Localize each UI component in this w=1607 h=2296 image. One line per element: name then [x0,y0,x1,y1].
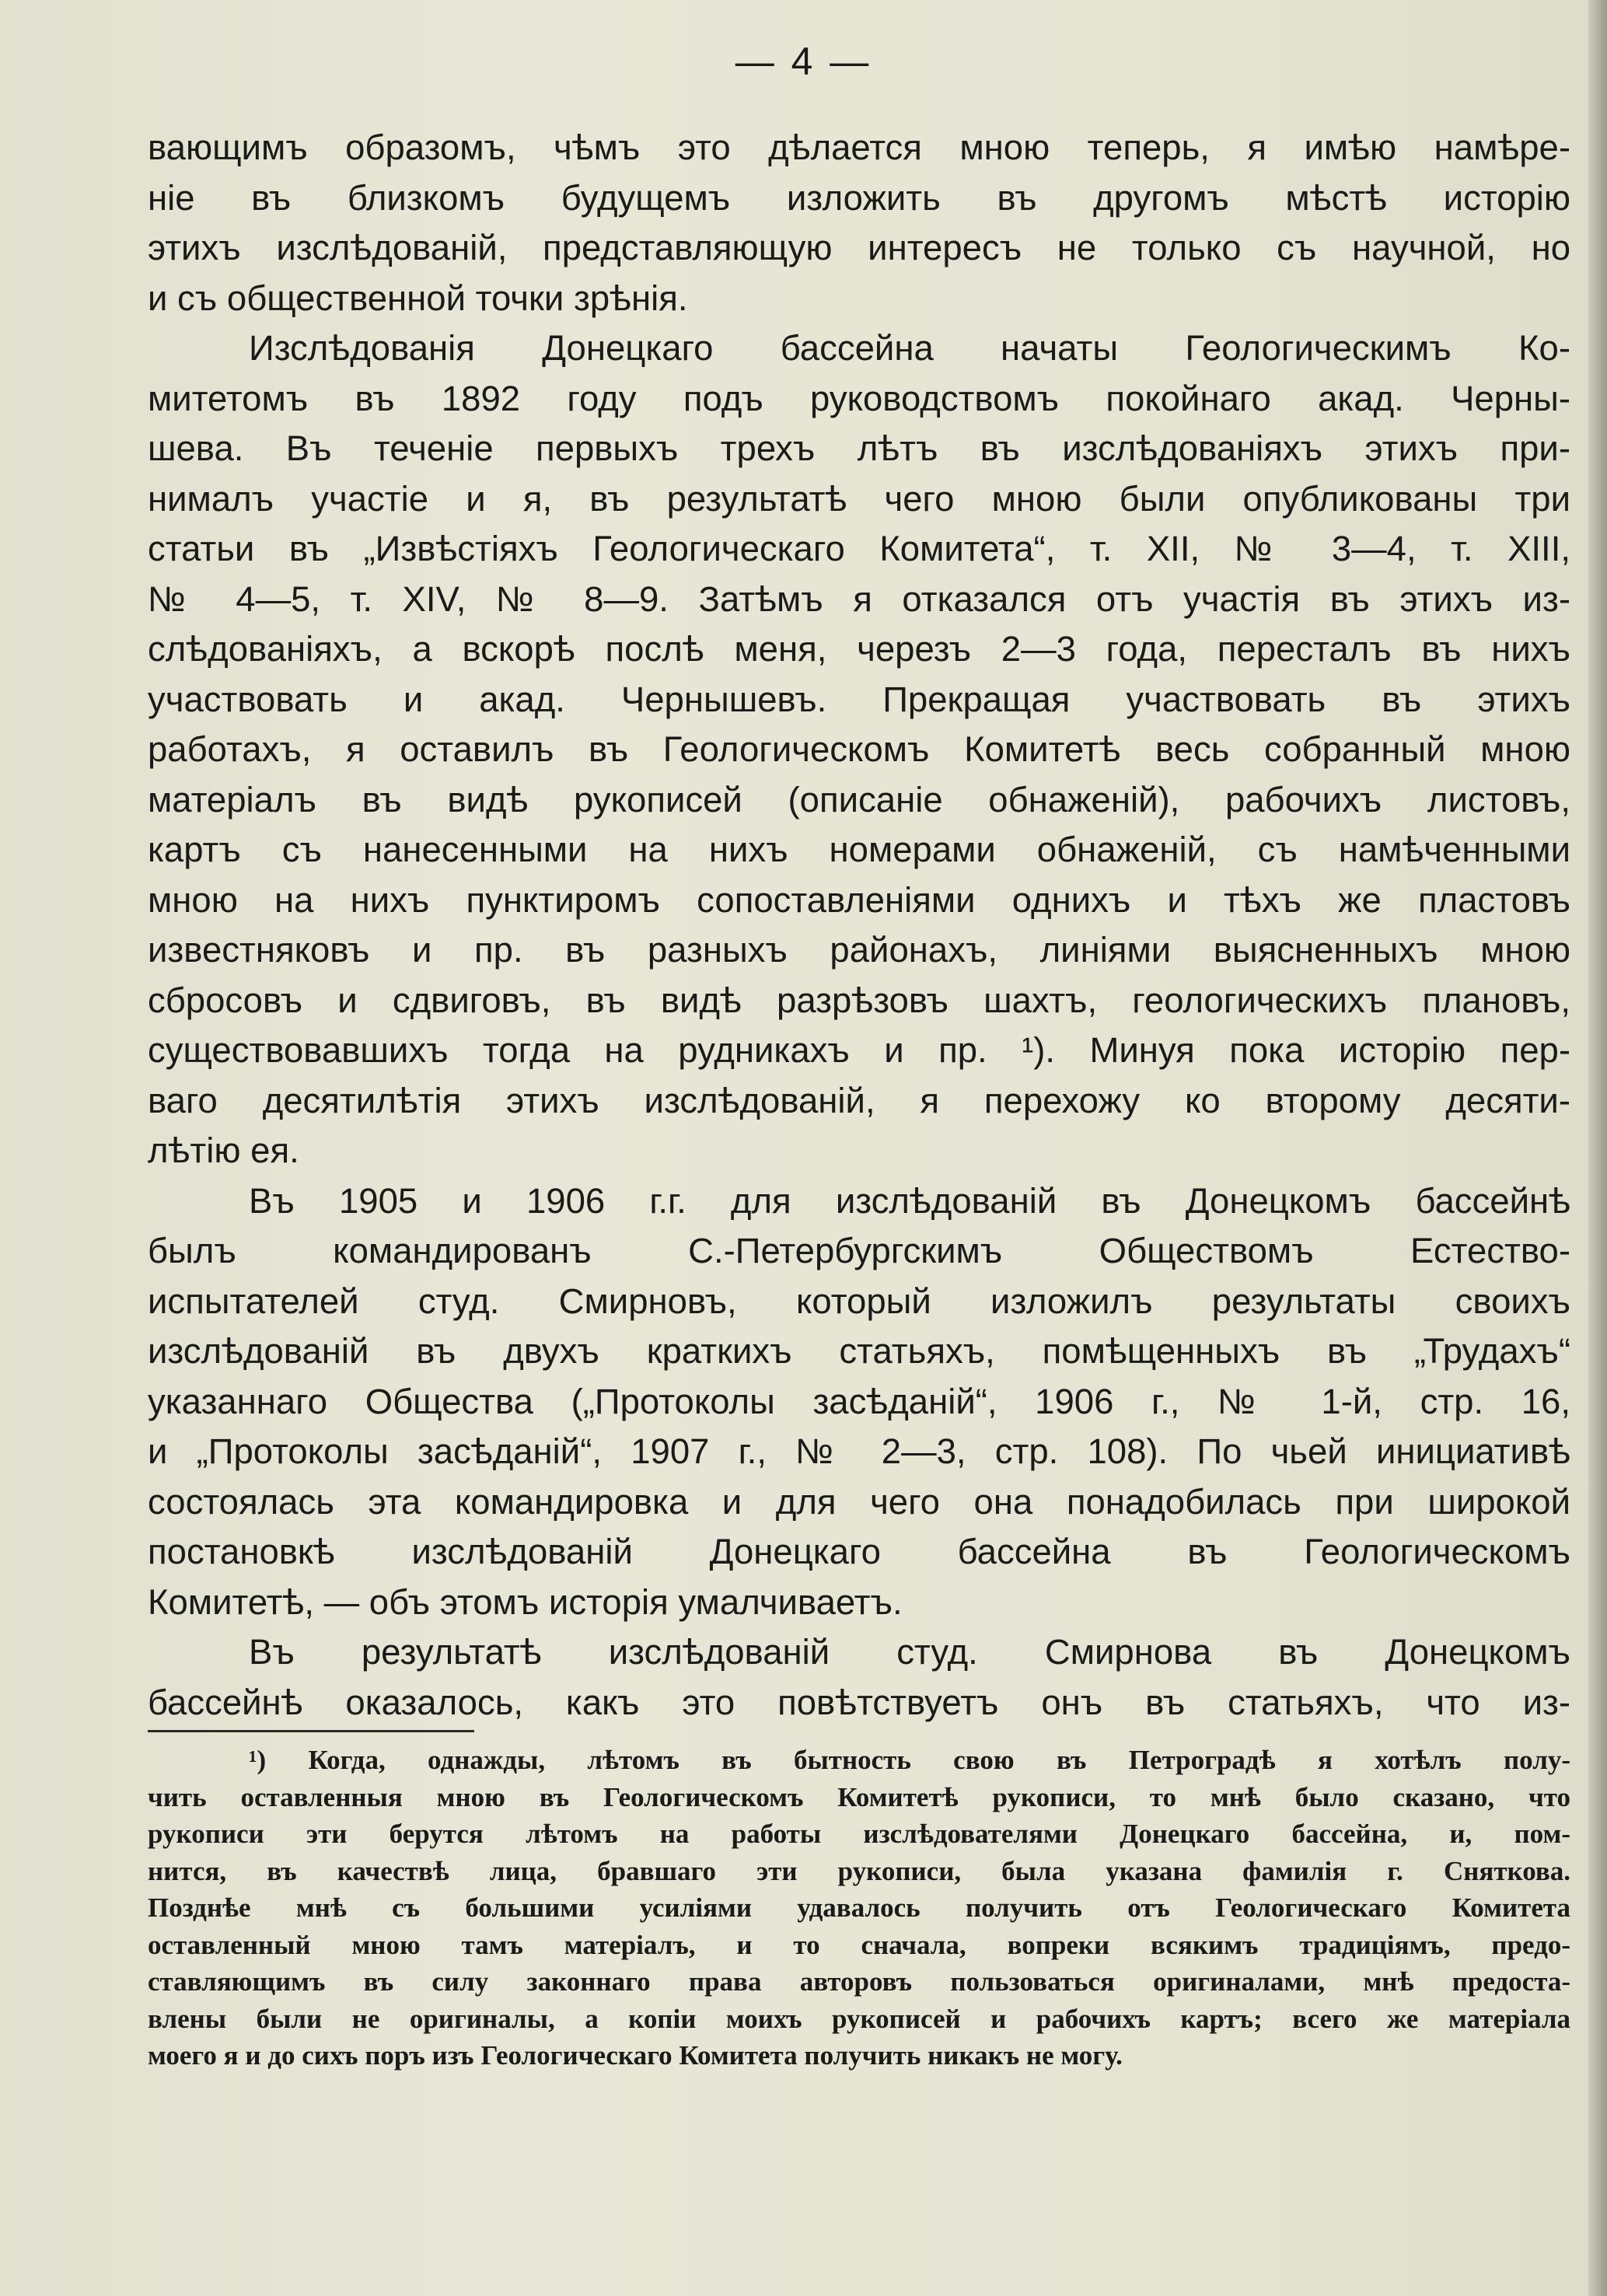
text-line: ніе въ близкомъ будущемъ изложить въ другомъ мѣстѣ исторію [148,177,1570,218]
paragraph-start-line: Изслѣдованія Донецкаго бассейна начаты Геологическимъ Ко- [249,328,1570,368]
text-line: статьи въ „Извѣстіяхъ Геологическаго Комитета“, т. XII, № 3—4, т. XIII, [148,529,1570,568]
text-line: участвовать и акад. Чернышевъ. Прекращая участвовать въ этихъ [148,679,1570,719]
text-line: Комитетѣ, — объ этомъ исторія умалчиваетъ. [148,1581,903,1622]
footnote-line: влены были не оригиналы, а копіи моихъ рукописей и рабочихъ картъ; всего же матеріала [148,2003,1570,2034]
footnote-line: Позднѣе мнѣ съ большими усиліями удавалось получить отъ Геологическаго Комитета [148,1892,1570,1923]
footnotes [148,1742,1570,2074]
text-line: ваго десятилѣтія этихъ изслѣдованій, я перехожу ко второму десяти- [148,1080,1570,1120]
footnote-line: нится, въ качествѣ лица, бравшаго эти рукописи, была указана фамилія г. Сняткова. [148,1855,1570,1886]
text-line: № 4—5, т. XIV, № 8—9. Затѣмъ я отказался отъ участія въ этихъ из- [148,578,1570,619]
text-line: изслѣдованій въ двухъ краткихъ статьяхъ, помѣщенныхъ въ „Трудахъ“ [148,1331,1570,1371]
footnote-line: чить оставленныя мною въ Геологическомъ Комитетѣ рукописи, то мнѣ было сказано, что [148,1781,1570,1812]
footnote-line: моего я и до сихъ поръ изъ Геологическаго Комитета получить никакъ не могу. [148,2040,1123,2071]
text-line: мною на нихъ пунктиромъ сопоставленіями однихъ и тѣхъ же пластовъ [148,879,1570,920]
page-number: — 4 — [735,40,872,83]
text-line: шева. Въ теченіе первыхъ трехъ лѣтъ въ изслѣдованіяхъ этихъ при- [148,428,1570,468]
text-line: работахъ, я оставилъ въ Геологическомъ Комитетѣ весь собранный мною [148,729,1570,769]
paragraph-start-line: Въ 1905 и 1906 г.г. для изслѣдованій въ Донецкомъ бассейнѣ [249,1180,1570,1221]
text-line: испытателей студ. Смирновъ, который изложилъ результаты своихъ [148,1281,1570,1321]
text-line: бассейнѣ оказалось, какъ это повѣтствуетъ онъ въ статьяхъ, что из- [148,1682,1570,1722]
text-line: этихъ изслѣдованій, представляющую интересъ не только съ научной, но [148,228,1570,267]
footnote-line: ставляющимъ въ силу законнаго права авторовъ пользоваться оригиналами, мнѣ предоста- [148,1966,1570,1997]
text-line: лѣтію ея. [148,1131,299,1170]
text-line: и „Протоколы засѣданій“, 1907 г., № 2—3, стр. 108). По чьей инициативѣ [148,1431,1570,1471]
page-edge-shadow [1588,0,1607,2296]
text-line: известняковъ и пр. въ разныхъ районахъ, линіями выясненныхъ мною [148,930,1570,970]
footnote-line: оставленный мною тамъ матеріалъ, и то сначала, вопреки всякимъ традиціямъ, предо- [148,1929,1570,1960]
footnote-divider [148,1730,474,1732]
text-line: состоялась эта командировка и для чего она понадобилась при широкой [148,1481,1570,1522]
text-line: постановкѣ изслѣдованій Донецкаго бассейна въ Геологическомъ [148,1532,1570,1571]
text-line: картъ съ нанесенными на нихъ номерами обнаженій, съ намѣченными [148,830,1570,869]
footnote-line: ¹) Когда, однажды, лѣтомъ въ бытность свою въ Петроградѣ я хотѣлъ полу- [249,1745,1570,1775]
text-line: былъ командированъ С.-Петербургскимъ Обществомъ Естество- [148,1231,1570,1270]
text-line: указаннаго Общества („Протоколы засѣданій“, 1906 г., № 1-й, стр. 16, [148,1381,1570,1421]
text-line: матеріалъ въ видѣ рукописей (описаніе обнаженій), рабочихъ листовъ, [148,779,1570,820]
paragraph-start-line: Въ результатѣ изслѣдованій студ. Смирнова въ Донецкомъ [249,1632,1570,1672]
text-line: и съ общественной точки зрѣнія. [148,278,688,318]
text-line: существовавшихъ тогда на рудникахъ и пр. ¹). Минуя пока исторію пер- [148,1030,1570,1070]
text-line: слѣдованіяхъ, а вскорѣ послѣ меня, черезъ 2—3 года, пересталъ въ нихъ [148,629,1570,669]
text-line: сбросовъ и сдвиговъ, въ видѣ разрѣзовъ шахтъ, геологическихъ плановъ, [148,980,1570,1020]
text-line: вающимъ образомъ, чѣмъ это дѣлается мною теперь, я имѣю намѣре- [148,128,1570,167]
body-text [148,123,1570,1728]
text-line: нималъ участіе и я, въ результатѣ чего мною были опубликованы три [148,478,1570,519]
text-line: митетомъ въ 1892 году подъ руководствомъ покойнаго акад. Черны- [148,378,1570,418]
footnote-line: рукописи эти берутся лѣтомъ на работы изслѣдователями Донецкаго бассейна, и, пом- [148,1819,1570,1849]
